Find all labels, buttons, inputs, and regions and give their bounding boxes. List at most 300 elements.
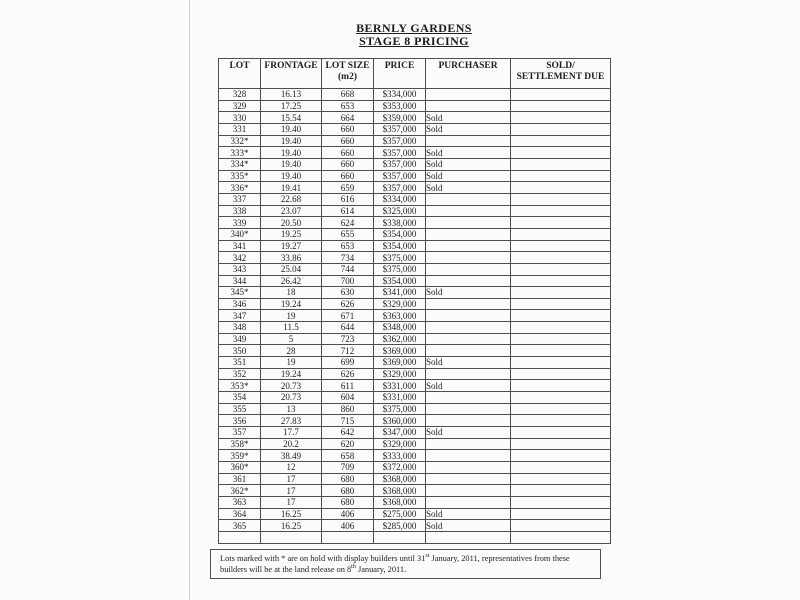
cell-price: $357,000 bbox=[374, 158, 426, 170]
cell-lot-size: 671 bbox=[322, 310, 374, 322]
cell-price: $331,000 bbox=[374, 380, 426, 392]
cell-frontage: 19.40 bbox=[261, 147, 322, 159]
cell-lot-size: 700 bbox=[322, 275, 374, 287]
cell-frontage: 17 bbox=[261, 496, 322, 508]
cell-frontage: 18 bbox=[261, 287, 322, 299]
cell-lot: 357 bbox=[219, 427, 261, 439]
cell-lot: 329 bbox=[219, 100, 261, 112]
col-header-purchaser-label: PURCHASER bbox=[438, 61, 498, 71]
cell-sold-due bbox=[511, 322, 611, 334]
cell-purchaser bbox=[426, 345, 511, 357]
table-row bbox=[219, 182, 611, 194]
cell-lot-size: 626 bbox=[322, 368, 374, 380]
cell-lot: 363 bbox=[219, 496, 261, 508]
cell-frontage: 11.5 bbox=[261, 322, 322, 334]
cell-purchaser bbox=[426, 263, 511, 275]
cell-purchaser bbox=[426, 531, 511, 543]
title-line-1: BERNLY GARDENS bbox=[356, 21, 472, 35]
table-row bbox=[219, 473, 611, 485]
cell-purchaser bbox=[426, 298, 511, 310]
cell-purchaser bbox=[426, 275, 511, 287]
header-row bbox=[219, 59, 611, 89]
cell-purchaser bbox=[426, 403, 511, 415]
cell-frontage: 13 bbox=[261, 403, 322, 415]
cell-frontage: 19.40 bbox=[261, 135, 322, 147]
cell-purchaser bbox=[426, 333, 511, 345]
cell-purchaser bbox=[426, 217, 511, 229]
cell-purchaser: Sold bbox=[426, 508, 511, 520]
cell-frontage: 17.7 bbox=[261, 427, 322, 439]
cell-lot-size: 664 bbox=[322, 112, 374, 124]
title-line-2: STAGE 8 PRICING bbox=[359, 34, 469, 48]
cell-price: $357,000 bbox=[374, 135, 426, 147]
cell-price: $353,000 bbox=[374, 100, 426, 112]
cell-price: $275,000 bbox=[374, 508, 426, 520]
table-row bbox=[219, 275, 611, 287]
cell-sold-due bbox=[511, 333, 611, 345]
cell-price: $357,000 bbox=[374, 147, 426, 159]
table-row bbox=[219, 403, 611, 415]
cell-sold-due bbox=[511, 368, 611, 380]
cell-frontage: 19.27 bbox=[261, 240, 322, 252]
col-header-sold-settlement bbox=[511, 59, 611, 89]
scan-edge-line bbox=[189, 0, 190, 600]
cell-lot: 349 bbox=[219, 333, 261, 345]
cell-sold-due bbox=[511, 170, 611, 182]
cell-price: $329,000 bbox=[374, 368, 426, 380]
cell-lot: 361 bbox=[219, 473, 261, 485]
cell-lot-size: 614 bbox=[322, 205, 374, 217]
cell-sold-due bbox=[511, 100, 611, 112]
col-header-settlement-sub: SETTLEMENT DUE bbox=[516, 72, 605, 82]
cell-lot-size: 624 bbox=[322, 217, 374, 229]
cell-lot: 338 bbox=[219, 205, 261, 217]
table-row bbox=[219, 287, 611, 299]
cell-lot-size: 655 bbox=[322, 228, 374, 240]
cell-lot: 365 bbox=[219, 520, 261, 532]
cell-frontage: 19.40 bbox=[261, 170, 322, 182]
cell-lot: 344 bbox=[219, 275, 261, 287]
cell-purchaser bbox=[426, 228, 511, 240]
table-row bbox=[219, 217, 611, 229]
cell-lot: 358* bbox=[219, 438, 261, 450]
col-header-purchaser bbox=[426, 59, 511, 89]
cell-price: $369,000 bbox=[374, 345, 426, 357]
cell-sold-due bbox=[511, 427, 611, 439]
cell-frontage: 38.49 bbox=[261, 450, 322, 462]
document-title bbox=[218, 22, 610, 48]
cell-sold-due bbox=[511, 123, 611, 135]
table-row bbox=[219, 147, 611, 159]
col-header-lot-size-label: LOT SIZE bbox=[325, 61, 370, 71]
col-header-sold-label: SOLD/ bbox=[546, 61, 575, 71]
cell-sold-due bbox=[511, 415, 611, 427]
cell-sold-due bbox=[511, 89, 611, 101]
cell-frontage: 17.25 bbox=[261, 100, 322, 112]
cell-lot bbox=[219, 531, 261, 543]
cell-lot: 346 bbox=[219, 298, 261, 310]
cell-lot-size: 699 bbox=[322, 357, 374, 369]
cell-price: $368,000 bbox=[374, 473, 426, 485]
cell-sold-due bbox=[511, 263, 611, 275]
cell-lot-size: 644 bbox=[322, 322, 374, 334]
cell-purchaser bbox=[426, 368, 511, 380]
cell-purchaser bbox=[426, 415, 511, 427]
cell-purchaser: Sold bbox=[426, 287, 511, 299]
cell-sold-due bbox=[511, 147, 611, 159]
cell-sold-due bbox=[511, 158, 611, 170]
cell-sold-due bbox=[511, 287, 611, 299]
cell-lot-size: 712 bbox=[322, 345, 374, 357]
cell-sold-due bbox=[511, 380, 611, 392]
cell-purchaser bbox=[426, 322, 511, 334]
cell-price: $360,000 bbox=[374, 415, 426, 427]
cell-frontage: 20.73 bbox=[261, 392, 322, 404]
cell-lot: 337 bbox=[219, 193, 261, 205]
cell-lot-size: 660 bbox=[322, 135, 374, 147]
footnote-box bbox=[210, 549, 601, 579]
cell-sold-due bbox=[511, 228, 611, 240]
cell-lot-size: 406 bbox=[322, 520, 374, 532]
cell-lot: 333* bbox=[219, 147, 261, 159]
cell-lot: 335* bbox=[219, 170, 261, 182]
cell-price: $347,000 bbox=[374, 427, 426, 439]
cell-lot: 343 bbox=[219, 263, 261, 275]
cell-lot-size: 660 bbox=[322, 123, 374, 135]
cell-purchaser: Sold bbox=[426, 158, 511, 170]
cell-lot-size: 659 bbox=[322, 182, 374, 194]
cell-lot: 355 bbox=[219, 403, 261, 415]
cell-purchaser: Sold bbox=[426, 427, 511, 439]
table-row bbox=[219, 531, 611, 543]
table-row bbox=[219, 496, 611, 508]
cell-lot-size: 653 bbox=[322, 100, 374, 112]
table-row bbox=[219, 485, 611, 497]
cell-frontage bbox=[261, 531, 322, 543]
cell-sold-due bbox=[511, 508, 611, 520]
cell-lot-size: 642 bbox=[322, 427, 374, 439]
cell-lot: 362* bbox=[219, 485, 261, 497]
cell-lot-size: 680 bbox=[322, 485, 374, 497]
table-row bbox=[219, 252, 611, 264]
cell-sold-due bbox=[511, 135, 611, 147]
cell-frontage: 19.40 bbox=[261, 123, 322, 135]
cell-price: $363,000 bbox=[374, 310, 426, 322]
table-row bbox=[219, 100, 611, 112]
cell-price: $354,000 bbox=[374, 275, 426, 287]
cell-lot: 330 bbox=[219, 112, 261, 124]
cell-purchaser bbox=[426, 392, 511, 404]
cell-frontage: 23.07 bbox=[261, 205, 322, 217]
table-row bbox=[219, 240, 611, 252]
cell-sold-due bbox=[511, 345, 611, 357]
cell-sold-due bbox=[511, 473, 611, 485]
cell-lot-size: 744 bbox=[322, 263, 374, 275]
cell-price: $329,000 bbox=[374, 298, 426, 310]
table-row bbox=[219, 357, 611, 369]
cell-sold-due bbox=[511, 392, 611, 404]
table-row bbox=[219, 310, 611, 322]
cell-lot-size: 723 bbox=[322, 333, 374, 345]
table-row bbox=[219, 415, 611, 427]
cell-sold-due bbox=[511, 520, 611, 532]
table-row bbox=[219, 298, 611, 310]
cell-lot-size: 620 bbox=[322, 438, 374, 450]
cell-lot-size: 860 bbox=[322, 403, 374, 415]
cell-price: $348,000 bbox=[374, 322, 426, 334]
cell-sold-due bbox=[511, 462, 611, 474]
cell-frontage: 19 bbox=[261, 310, 322, 322]
table-row bbox=[219, 170, 611, 182]
pricing-table-header bbox=[219, 59, 611, 89]
cell-price: $357,000 bbox=[374, 170, 426, 182]
cell-price: $375,000 bbox=[374, 403, 426, 415]
cell-price: $368,000 bbox=[374, 485, 426, 497]
cell-purchaser bbox=[426, 310, 511, 322]
table-row bbox=[219, 205, 611, 217]
cell-lot-size: 715 bbox=[322, 415, 374, 427]
cell-purchaser bbox=[426, 240, 511, 252]
cell-price: $285,000 bbox=[374, 520, 426, 532]
cell-lot: 347 bbox=[219, 310, 261, 322]
cell-price: $325,000 bbox=[374, 205, 426, 217]
cell-lot-size: 611 bbox=[322, 380, 374, 392]
cell-lot: 332* bbox=[219, 135, 261, 147]
table-row bbox=[219, 333, 611, 345]
cell-lot-size: 680 bbox=[322, 473, 374, 485]
cell-price bbox=[374, 531, 426, 543]
cell-sold-due bbox=[511, 496, 611, 508]
cell-purchaser bbox=[426, 462, 511, 474]
cell-frontage: 12 bbox=[261, 462, 322, 474]
cell-lot-size: 406 bbox=[322, 508, 374, 520]
cell-purchaser: Sold bbox=[426, 112, 511, 124]
cell-frontage: 20.2 bbox=[261, 438, 322, 450]
col-header-lot-label: LOT bbox=[229, 61, 250, 71]
cell-purchaser bbox=[426, 473, 511, 485]
cell-sold-due bbox=[511, 438, 611, 450]
cell-sold-due bbox=[511, 485, 611, 497]
cell-purchaser: Sold bbox=[426, 380, 511, 392]
cell-sold-due bbox=[511, 275, 611, 287]
cell-frontage: 5 bbox=[261, 333, 322, 345]
cell-lot: 336* bbox=[219, 182, 261, 194]
table-row bbox=[219, 427, 611, 439]
footnote-text-2: January, 2011, representatives from these builders will be at the land release on 8 bbox=[220, 554, 570, 574]
table-row bbox=[219, 228, 611, 240]
footnote-text-1: Lots marked with * are on hold with display builders until 31 bbox=[220, 554, 426, 563]
cell-lot: 354 bbox=[219, 392, 261, 404]
cell-purchaser bbox=[426, 193, 511, 205]
cell-frontage: 28 bbox=[261, 345, 322, 357]
table-row bbox=[219, 135, 611, 147]
cell-lot-size: 660 bbox=[322, 170, 374, 182]
cell-price: $331,000 bbox=[374, 392, 426, 404]
col-header-price bbox=[374, 59, 426, 89]
cell-frontage: 19.40 bbox=[261, 158, 322, 170]
cell-lot: 345* bbox=[219, 287, 261, 299]
cell-purchaser: Sold bbox=[426, 357, 511, 369]
table-row bbox=[219, 112, 611, 124]
cell-price: $375,000 bbox=[374, 252, 426, 264]
cell-purchaser: Sold bbox=[426, 147, 511, 159]
cell-sold-due bbox=[511, 205, 611, 217]
cell-lot: 353* bbox=[219, 380, 261, 392]
cell-frontage: 20.73 bbox=[261, 380, 322, 392]
footnote-sup-st: st bbox=[425, 553, 430, 560]
cell-frontage: 19.25 bbox=[261, 228, 322, 240]
cell-purchaser bbox=[426, 252, 511, 264]
cell-sold-due bbox=[511, 298, 611, 310]
col-header-frontage-label: FRONTAGE bbox=[264, 61, 318, 71]
cell-lot-size: 604 bbox=[322, 392, 374, 404]
cell-lot: 331 bbox=[219, 123, 261, 135]
cell-lot-size: 709 bbox=[322, 462, 374, 474]
pricing-table-body bbox=[219, 89, 611, 544]
cell-price: $369,000 bbox=[374, 357, 426, 369]
cell-frontage: 16.25 bbox=[261, 508, 322, 520]
cell-frontage: 33.86 bbox=[261, 252, 322, 264]
table-row bbox=[219, 368, 611, 380]
col-header-lot-size-sub: (m2) bbox=[338, 72, 357, 82]
cell-frontage: 19 bbox=[261, 357, 322, 369]
cell-lot: 359* bbox=[219, 450, 261, 462]
cell-purchaser bbox=[426, 450, 511, 462]
cell-lot: 350 bbox=[219, 345, 261, 357]
cell-sold-due bbox=[511, 217, 611, 229]
cell-frontage: 20.50 bbox=[261, 217, 322, 229]
cell-frontage: 19.41 bbox=[261, 182, 322, 194]
cell-lot-size: 660 bbox=[322, 158, 374, 170]
cell-sold-due bbox=[511, 252, 611, 264]
table-row bbox=[219, 158, 611, 170]
cell-purchaser: Sold bbox=[426, 170, 511, 182]
cell-frontage: 19.24 bbox=[261, 368, 322, 380]
pricing-table bbox=[218, 58, 611, 544]
cell-purchaser bbox=[426, 438, 511, 450]
cell-lot-size bbox=[322, 531, 374, 543]
cell-purchaser: Sold bbox=[426, 520, 511, 532]
cell-frontage: 17 bbox=[261, 485, 322, 497]
table-row bbox=[219, 89, 611, 101]
cell-lot-size: 660 bbox=[322, 147, 374, 159]
cell-price: $359,000 bbox=[374, 112, 426, 124]
cell-lot: 339 bbox=[219, 217, 261, 229]
table-row bbox=[219, 193, 611, 205]
cell-price: $357,000 bbox=[374, 123, 426, 135]
cell-sold-due bbox=[511, 112, 611, 124]
cell-lot: 351 bbox=[219, 357, 261, 369]
cell-purchaser bbox=[426, 205, 511, 217]
cell-lot: 334* bbox=[219, 158, 261, 170]
table-row bbox=[219, 450, 611, 462]
cell-frontage: 19.24 bbox=[261, 298, 322, 310]
cell-price: $375,000 bbox=[374, 263, 426, 275]
cell-purchaser: Sold bbox=[426, 123, 511, 135]
cell-price: $333,000 bbox=[374, 450, 426, 462]
table-row bbox=[219, 380, 611, 392]
cell-price: $334,000 bbox=[374, 193, 426, 205]
cell-lot-size: 680 bbox=[322, 496, 374, 508]
cell-frontage: 16.13 bbox=[261, 89, 322, 101]
cell-sold-due bbox=[511, 531, 611, 543]
cell-lot-size: 626 bbox=[322, 298, 374, 310]
cell-purchaser bbox=[426, 89, 511, 101]
cell-price: $338,000 bbox=[374, 217, 426, 229]
cell-price: $341,000 bbox=[374, 287, 426, 299]
col-header-price-label: PRICE bbox=[384, 61, 415, 71]
cell-lot-size: 658 bbox=[322, 450, 374, 462]
cell-sold-due bbox=[511, 403, 611, 415]
footnote-text-3: January, 2011. bbox=[355, 565, 407, 574]
cell-lot-size: 630 bbox=[322, 287, 374, 299]
table-row bbox=[219, 392, 611, 404]
cell-price: $354,000 bbox=[374, 240, 426, 252]
table-row bbox=[219, 345, 611, 357]
cell-sold-due bbox=[511, 450, 611, 462]
cell-purchaser bbox=[426, 135, 511, 147]
cell-frontage: 16.25 bbox=[261, 520, 322, 532]
cell-lot: 364 bbox=[219, 508, 261, 520]
cell-lot: 328 bbox=[219, 89, 261, 101]
cell-lot: 348 bbox=[219, 322, 261, 334]
cell-lot: 352 bbox=[219, 368, 261, 380]
cell-lot: 340* bbox=[219, 228, 261, 240]
cell-frontage: 25.04 bbox=[261, 263, 322, 275]
col-header-frontage bbox=[261, 59, 322, 89]
cell-lot: 342 bbox=[219, 252, 261, 264]
cell-frontage: 17 bbox=[261, 473, 322, 485]
table-row bbox=[219, 520, 611, 532]
cell-sold-due bbox=[511, 193, 611, 205]
cell-sold-due bbox=[511, 310, 611, 322]
table-row bbox=[219, 508, 611, 520]
cell-lot: 360* bbox=[219, 462, 261, 474]
cell-price: $372,000 bbox=[374, 462, 426, 474]
cell-sold-due bbox=[511, 182, 611, 194]
cell-lot-size: 668 bbox=[322, 89, 374, 101]
footnote-sup-th: th bbox=[351, 564, 356, 571]
table-row bbox=[219, 462, 611, 474]
cell-purchaser bbox=[426, 100, 511, 112]
cell-lot-size: 653 bbox=[322, 240, 374, 252]
table-row bbox=[219, 322, 611, 334]
col-header-lot bbox=[219, 59, 261, 89]
cell-frontage: 26.42 bbox=[261, 275, 322, 287]
table-row bbox=[219, 123, 611, 135]
cell-frontage: 22.68 bbox=[261, 193, 322, 205]
cell-lot-size: 616 bbox=[322, 193, 374, 205]
cell-price: $368,000 bbox=[374, 496, 426, 508]
cell-lot: 341 bbox=[219, 240, 261, 252]
cell-frontage: 15.54 bbox=[261, 112, 322, 124]
cell-price: $362,000 bbox=[374, 333, 426, 345]
cell-price: $357,000 bbox=[374, 182, 426, 194]
cell-lot-size: 734 bbox=[322, 252, 374, 264]
cell-purchaser: Sold bbox=[426, 182, 511, 194]
cell-frontage: 27.83 bbox=[261, 415, 322, 427]
cell-price: $354,000 bbox=[374, 228, 426, 240]
cell-price: $334,000 bbox=[374, 89, 426, 101]
cell-sold-due bbox=[511, 240, 611, 252]
col-header-lot-size bbox=[322, 59, 374, 89]
table-row bbox=[219, 438, 611, 450]
cell-purchaser bbox=[426, 496, 511, 508]
cell-sold-due bbox=[511, 357, 611, 369]
cell-price: $329,000 bbox=[374, 438, 426, 450]
cell-lot: 356 bbox=[219, 415, 261, 427]
cell-purchaser bbox=[426, 485, 511, 497]
